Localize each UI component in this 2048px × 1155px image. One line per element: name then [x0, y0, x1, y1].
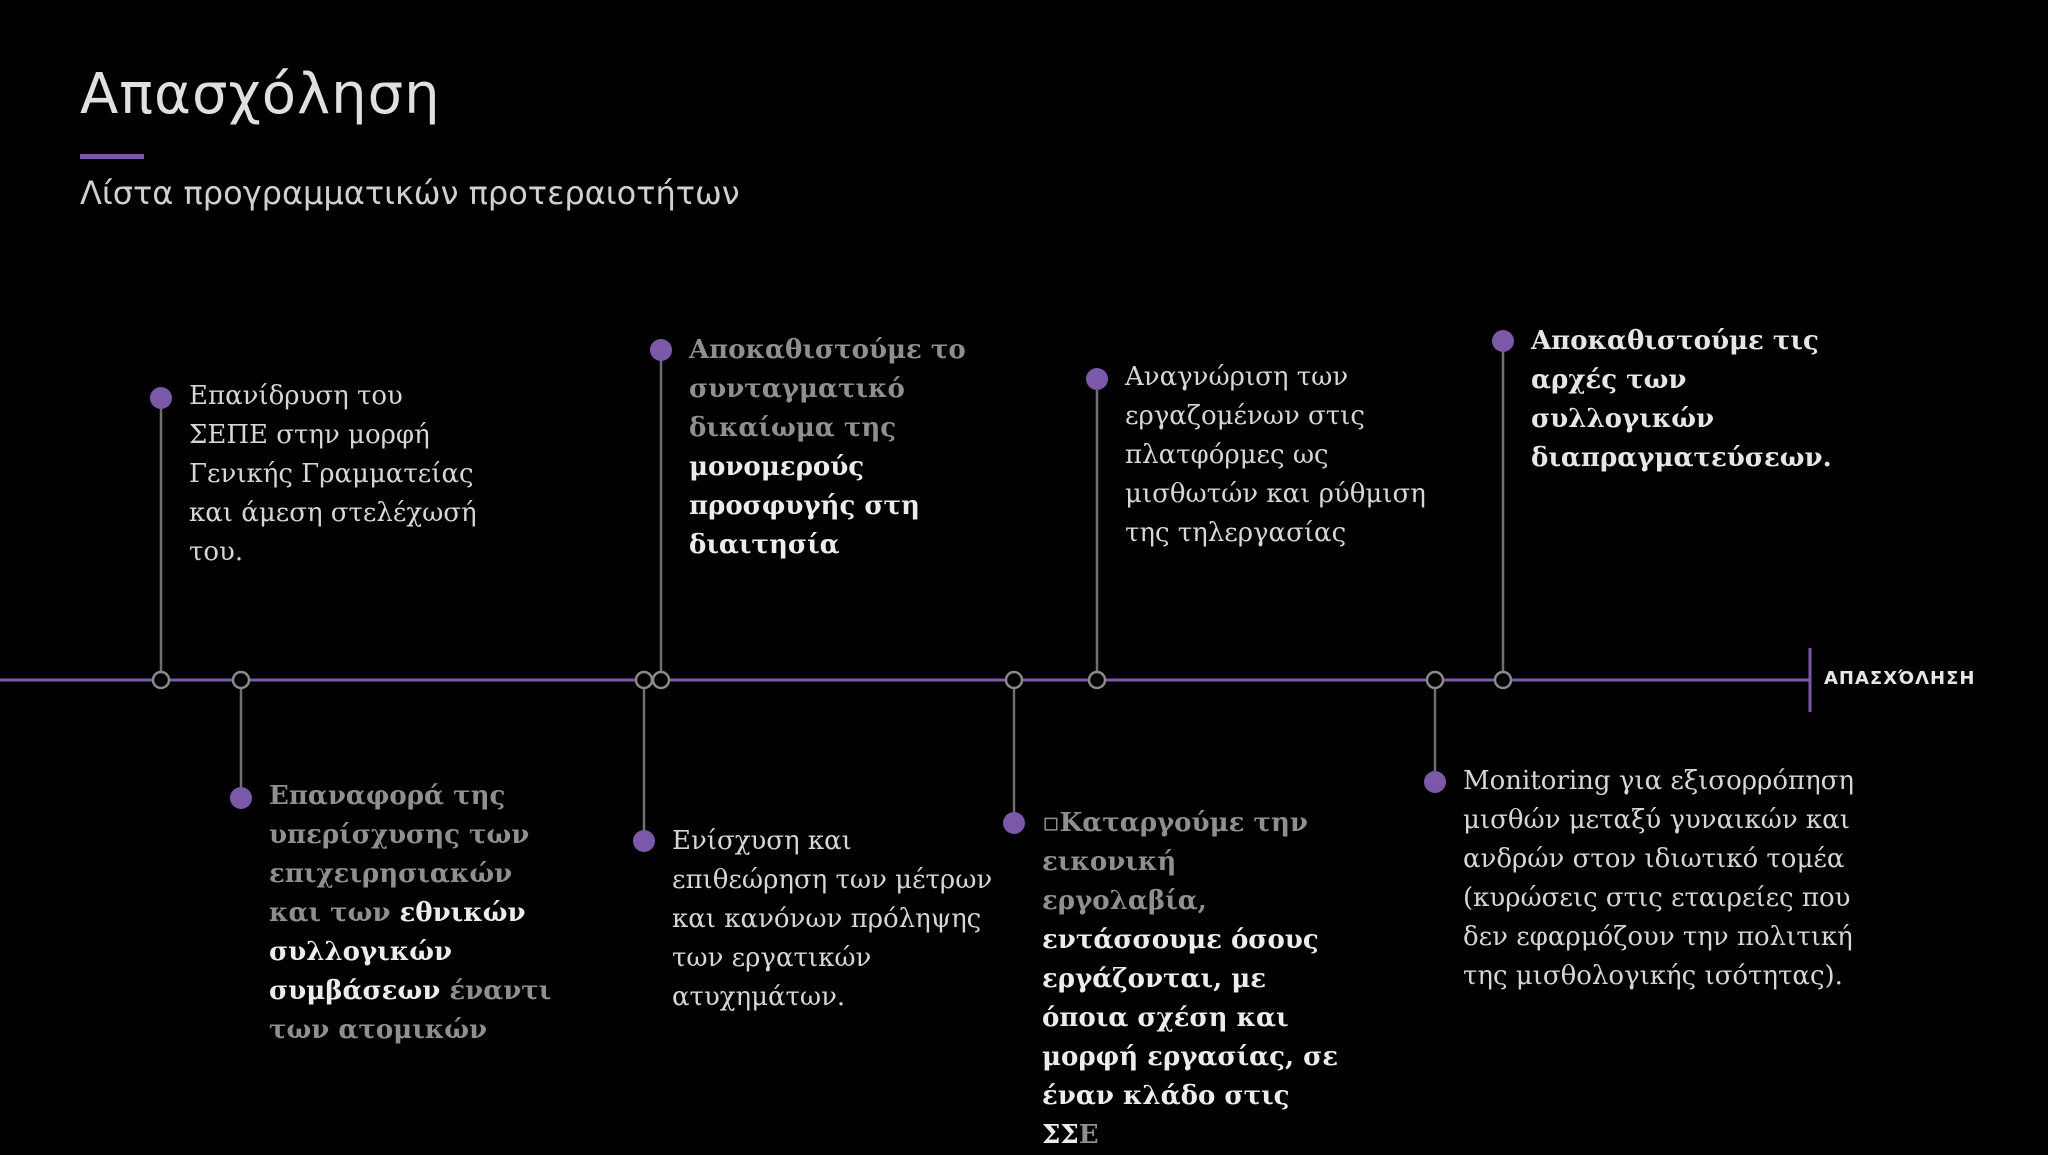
page-title: Απασχόληση [80, 62, 441, 127]
item-7-text: Monitoring για εξισορρόπηση μισθών μεταξύ γυναικών και ανδρών στον ιδιωτικό τομέα (κυρώσεις στις εταιρείες που δεν εφαρμόζουν την πολιτική της μισθολογικής ισότητας). [1463, 766, 1854, 991]
timeline-item-7 [1463, 762, 1863, 996]
item-4-text: Ενίσχυση και επιθεώρηση των μέτρων και κανόνων πρόληψης των εργατικών ατυχημάτων. [672, 826, 993, 1012]
timeline-end-label: ΑΠΑΣΧΌΛΗΣΗ [1824, 668, 1976, 689]
dot-item3 [650, 339, 672, 361]
page-subtitle: Λίστα προγραμματικών προτεραιοτήτων [80, 174, 740, 212]
dot-item1 [150, 387, 172, 409]
item-2-text-a: Επαναφορά της υπερίσχυσης των επιχειρησιακών και των [269, 781, 530, 928]
item-2-text-c: έναντι των ατομικών [269, 976, 552, 1045]
timeline-item-2 [269, 777, 559, 1050]
node-item3 [653, 672, 669, 688]
item-2-text-b: εθνικών συλλογικών συμβάσεων [269, 898, 526, 1006]
timeline-item-6 [1125, 358, 1445, 553]
item-8-text: Αποκαθιστούμε τις αρχές των συλλογικών διαπραγματεύσεων. [1531, 326, 1832, 473]
dot-item7 [1424, 771, 1446, 793]
timeline-item-8 [1531, 322, 1861, 478]
node-item8 [1495, 672, 1511, 688]
timeline-item-3 [689, 331, 979, 565]
item-1-text: Επανίδρυση του ΣΕΠΕ στην μορφή Γενικής Γραμματείας και άμεση στελέχωσή του. [189, 381, 477, 567]
dot-item6 [1086, 368, 1108, 390]
timeline-item-5 [1042, 804, 1342, 1155]
node-item7 [1427, 672, 1443, 688]
node-item5 [1006, 672, 1022, 688]
item-5-text-c: Ε [1078, 1120, 1099, 1150]
item-3-text-a: Αποκαθιστούμε το συνταγματικό δικαίωμα της [689, 335, 966, 443]
node-item2 [233, 672, 249, 688]
item-5-text-a: ▫Καταργούμε την εικονική εργολαβία, [1042, 808, 1308, 916]
node-item4 [636, 672, 652, 688]
dot-item8 [1492, 330, 1514, 352]
item-5-text-b: εντάσσουμε όσους εργάζονται, με όποια σχέση και μορφή εργασίας, σε έναν κλάδο στις ΣΣ [1042, 925, 1339, 1150]
timeline-item-4 [672, 822, 1002, 1017]
item-3-text-b: μονομερούς προσφυγής στη διαιτησία [689, 452, 920, 560]
node-item6 [1089, 672, 1105, 688]
timeline-item-1 [189, 377, 489, 572]
dot-item5 [1003, 812, 1025, 834]
dot-item4 [633, 830, 655, 852]
dot-item2 [230, 787, 252, 809]
item-6-text: Αναγνώριση των εργαζομένων στις πλατφόρμες ως μισθωτών και ρύθμιση της τηλεργασίας [1125, 362, 1426, 548]
node-item1 [153, 672, 169, 688]
